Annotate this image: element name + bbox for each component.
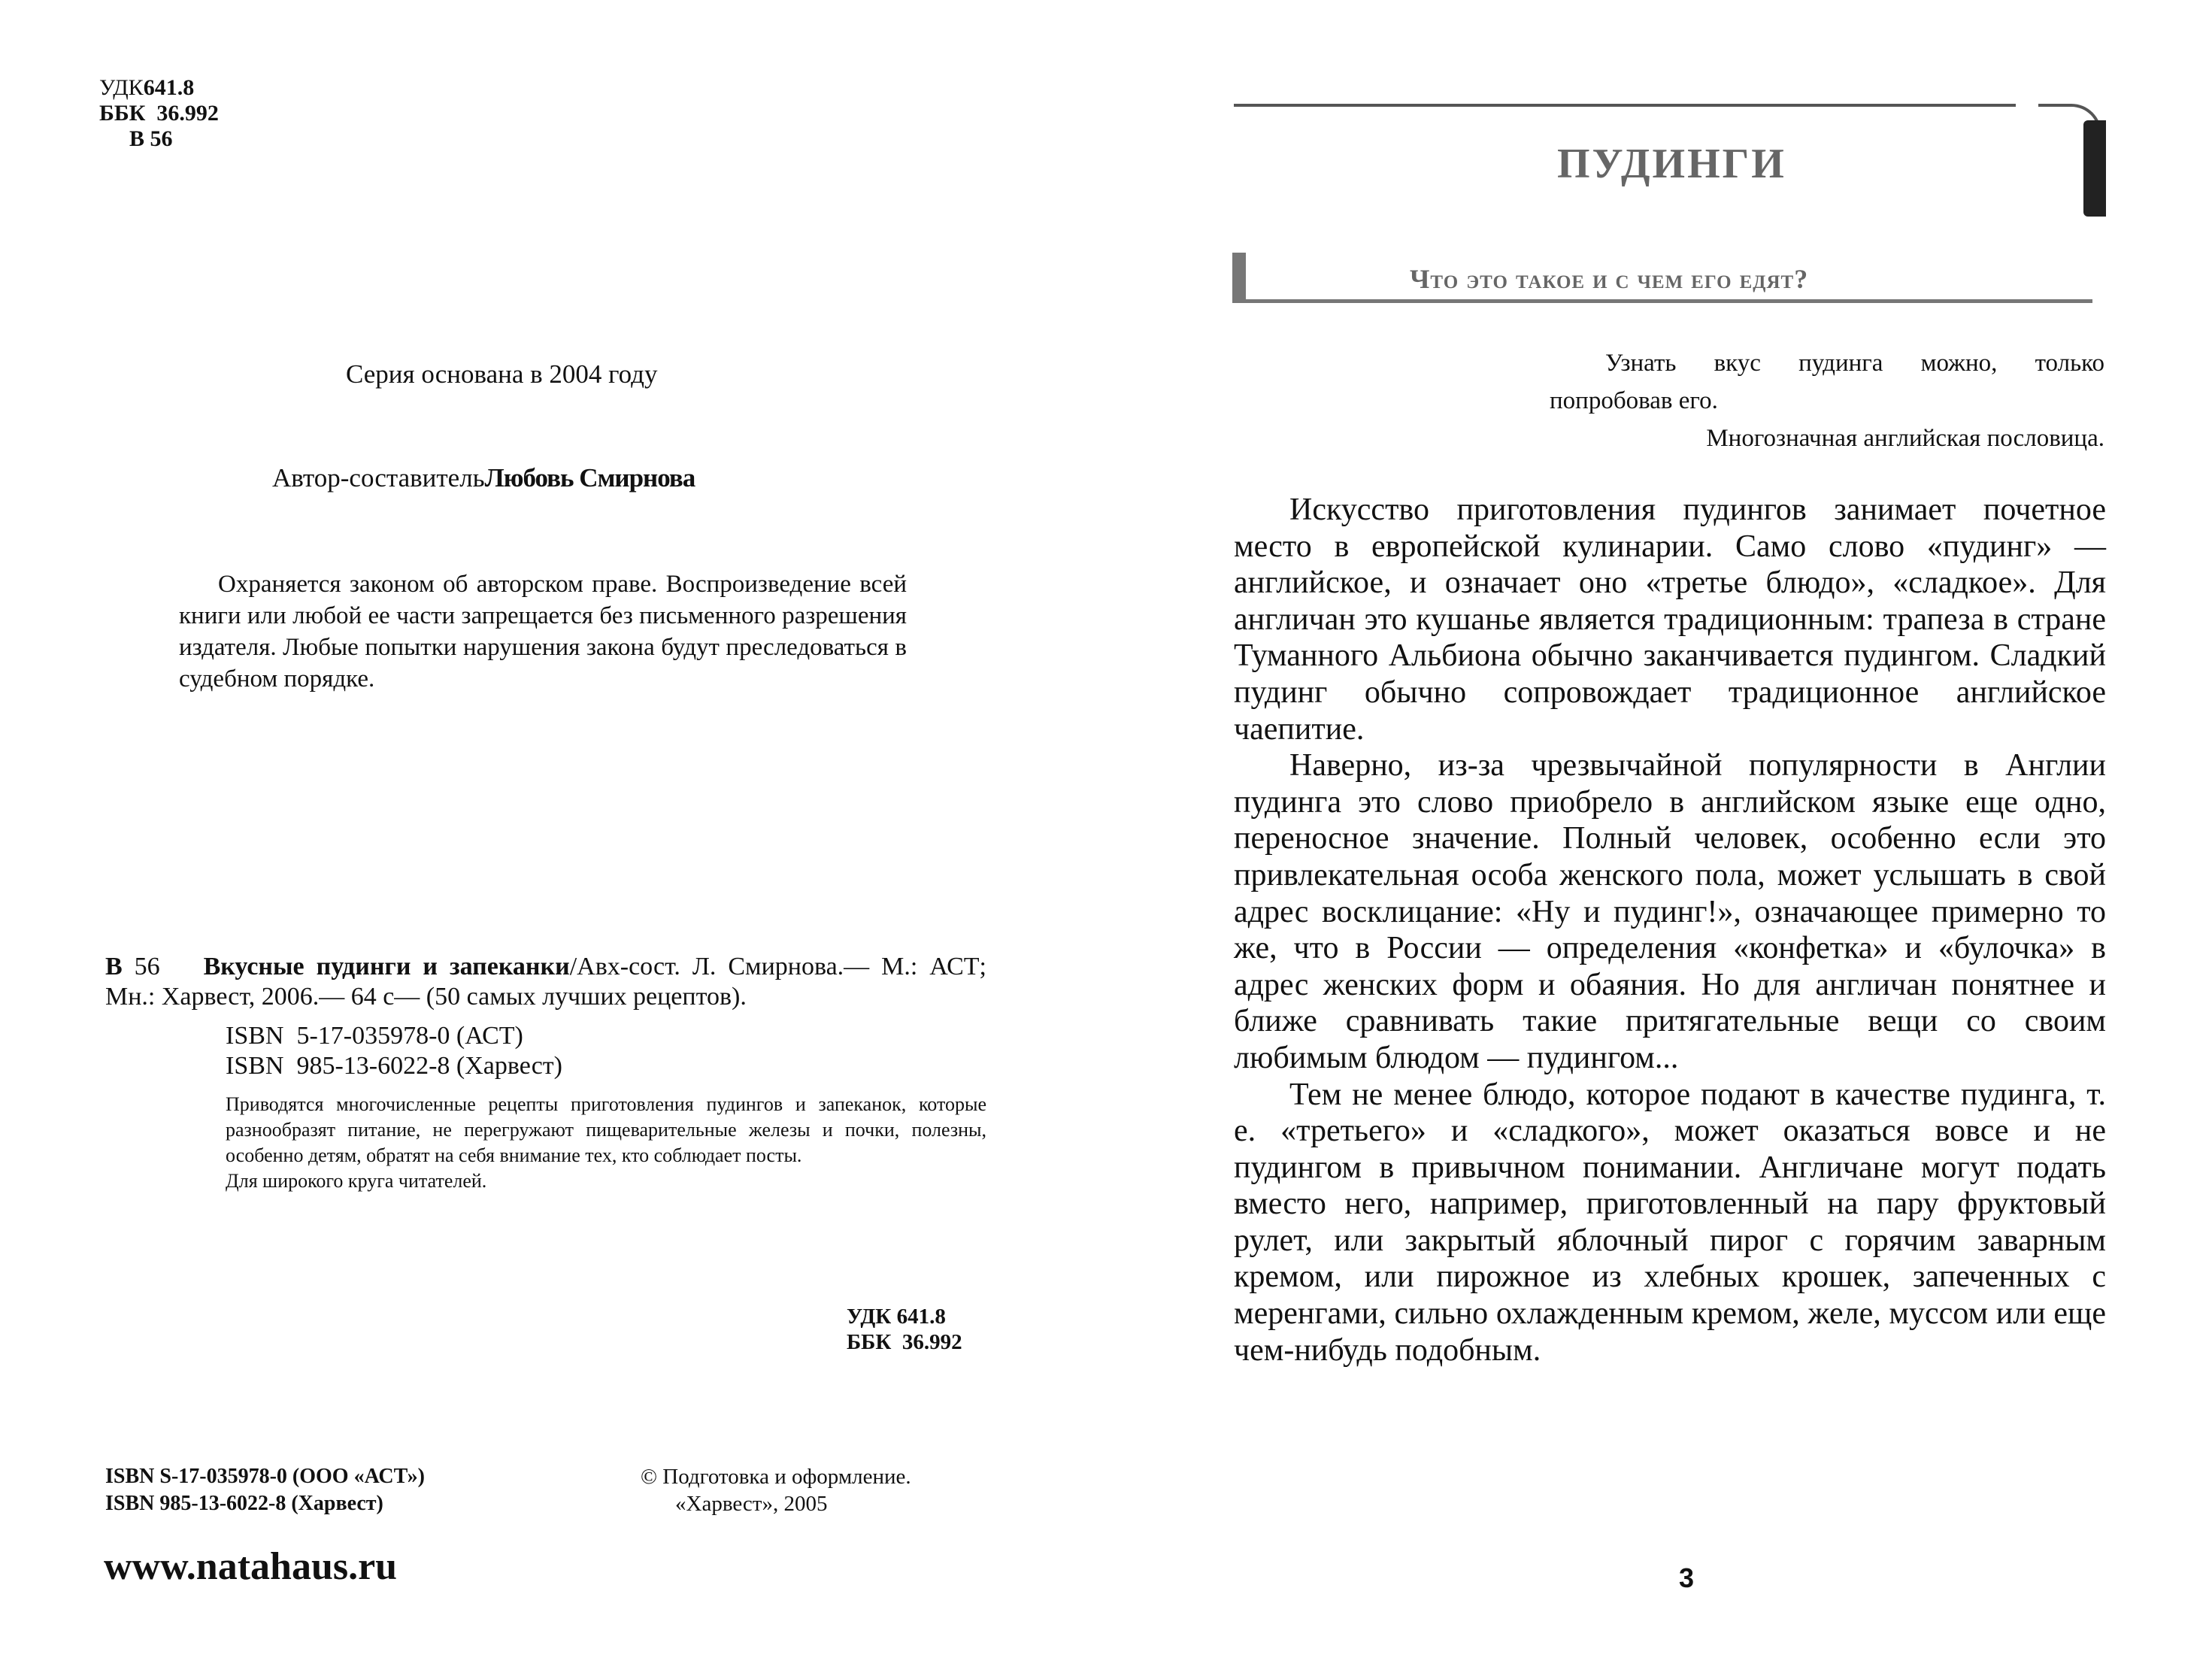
right-page (1106, 0, 2212, 1679)
catalog-card (105, 952, 986, 1194)
udk-label: УДК (99, 75, 144, 100)
preparation-line-2: «Харвест», 2005 (675, 1492, 828, 1516)
isbn-bottom-block (105, 1463, 425, 1517)
isbn-bottom-1: ISBN S-17-035978-0 (ООО «АСТ») (105, 1465, 425, 1488)
body-paragraph-3: Тем не менее блюдо, которое подают в качестве пудинга, т. е. «третьего» и «сладкого», может оказаться вовсе и не пудингом в привычном понимании. Англичане могут подать вместо него, например, приготовленный на пару фруктовый рулет, или закрытый яблочный пирог с горячим заварным кремом, или пирожное из хлебных крошек, запеченных с меренгами, сильно охлажденным кремом, желе, муссом или еще чем-нибудь подобным. (1234, 1077, 2106, 1368)
header-rule (1234, 104, 2016, 107)
website-url: www.natahaus.ru (104, 1545, 398, 1588)
bbk-value: 36.992 (156, 101, 219, 126)
udk-bottom-line: УДК 641.8 (847, 1305, 946, 1329)
catalog-code-letter: В (105, 953, 123, 980)
body-paragraph-2: Наверно, из-за чрезвычайной популярности в Англии пудинга это слово приобрело в английском языке еще одно, переносное значение. Полный человек, особенно если это привлекательная особа женского пола, может услышать в свой адрес восклицание: «Ну и пудинг!», означающее примерно то же, что в России — определения «конфетка» и «булочка» в адрес женских форм и обаяния. Но для англичан понятнее и ближе сравнивать такие притягательные вещи со своим любимым блюдом — пудингом... (1234, 748, 2106, 1075)
catalog-annotation: Приводятся многочисленные рецепты приготовления пудингов и запеканок, которые разнообразят питание, не перегружают пищеварительные железы и почки, полезны, особенно детям, обратят на себя внимание тех, кто соблюдает посты. (226, 1093, 986, 1166)
body-text (1234, 492, 2106, 1368)
subtitle-rule (1232, 299, 2092, 303)
isbn-bottom-2: ISBN 985-13-6022-8 (Харвест) (105, 1492, 383, 1515)
subtitle-bar (1232, 253, 1246, 302)
epigraph-source: Многозначная английская пословица. (1706, 425, 2104, 452)
chapter-title: ПУДИНГИ (1557, 141, 1786, 187)
series-line: Серия основана в 2004 году (346, 359, 658, 389)
chapter-tab-marker (2083, 120, 2106, 217)
body-paragraph-1: Искусство приготовления пудингов занимает почетное место в европейской кулинарии. Само слово «пудинг» — английское, и означает оно «третье блюдо», «сладкое». Для англичан это кушанье является традиционным: трапеза в стране Туманного Альбиона обычно заканчивается пудингом. Сладкий пудинг обычно сопровождает традиционное английское чаепитие. (1234, 492, 2106, 747)
catalog-entry (105, 952, 986, 1012)
preparation-line-1: © Подготовка и оформление. (641, 1465, 911, 1489)
catalog-isbn-list (226, 1021, 986, 1081)
catalog-description: /Авх-сост. Л. Смирнова.— М.: АСТ; Мн.: Харвест, 2006.— 64 с— (50 самых лучших рецептов). (105, 953, 986, 1011)
catalog-isbn-1: ISBN 5-17-035978-0 (АСТ) (226, 1022, 523, 1050)
udk-value: 641.8 (143, 75, 195, 100)
bbk-label: ББК (99, 101, 146, 126)
catalog-annotation-block (226, 1092, 986, 1194)
epigraph-line-1: Узнать вкус пудинга можно, только (1605, 350, 2104, 377)
epigraph (1550, 344, 2104, 457)
udk-top-block (99, 75, 219, 152)
copyright-notice: Охраняется законом об авторском праве. Воспроизведение всей книги или любой ее части запрещается без письменного разрешения издателя. Любые попытки нарушения закона будут преследоваться в судебном порядке. (179, 571, 907, 693)
section-subtitle: Что это такое и с чем его едят? (1410, 264, 1809, 294)
author-label: Автор-составитель (272, 463, 485, 492)
udk-top-line (99, 75, 219, 101)
page-number: 3 (1679, 1562, 1695, 1593)
bbk-bottom-line: ББК 36.992 (847, 1330, 962, 1354)
author-name: Любовь Смирнова (484, 463, 695, 492)
catalog-audience: Для широкого круга читателей. (226, 1170, 487, 1192)
bbk-top-line (99, 101, 219, 126)
author-line (272, 463, 695, 493)
preparation-notice (641, 1463, 911, 1517)
udk-bottom-block (847, 1304, 962, 1355)
catalog-code-number: 56 (134, 953, 160, 980)
epigraph-line-2: попробовав его. (1550, 387, 1718, 414)
catalog-isbn-2: ISBN 985-13-6022-8 (Харвест) (226, 1052, 562, 1080)
code-top: В 56 (129, 126, 173, 151)
catalog-book-title: Вкусные пудинги и запеканки (203, 953, 570, 980)
